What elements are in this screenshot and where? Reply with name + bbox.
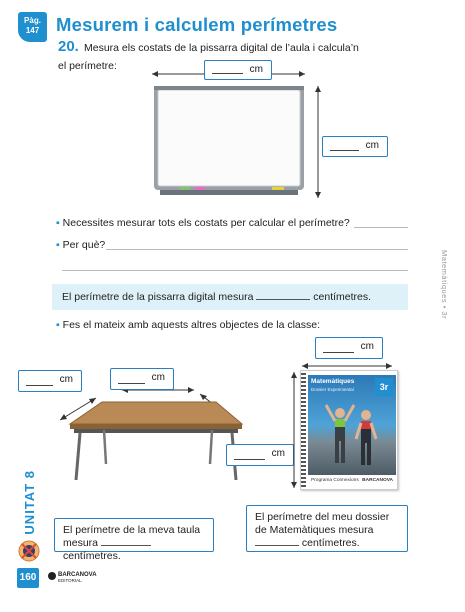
publisher-subname: EDITORIAL xyxy=(58,578,82,583)
dossier-cover-subtitle: Dossier Experimental xyxy=(311,387,354,392)
table-leg xyxy=(210,430,212,464)
exercise-number: 20. xyxy=(58,38,79,55)
dossier-footer-text: Programa Connexions xyxy=(311,478,359,483)
publisher-name: BARCANOVA xyxy=(58,572,97,578)
dossier-book xyxy=(300,370,398,490)
unit-label: cm xyxy=(151,372,165,383)
dossier-result-line1: El perímetre del meu dossier xyxy=(255,511,390,523)
table-leg xyxy=(104,430,106,464)
unit-label-vertical: UNITAT 8 xyxy=(22,470,37,535)
dossier-cover-title: Matemàtiques xyxy=(311,378,355,385)
dossier-cover-footer xyxy=(308,475,396,487)
page-title: Mesurem i calculem perímetres xyxy=(56,14,338,35)
unit-label: cm xyxy=(365,140,379,151)
marker-green xyxy=(180,187,190,190)
whiteboard-height-box[interactable] xyxy=(322,136,388,157)
table-width-box[interactable] xyxy=(110,368,174,390)
unit-label: cm xyxy=(249,64,263,75)
dossier-result-blank[interactable] xyxy=(255,545,299,546)
dossier-publisher: BARCANOVA xyxy=(362,478,393,483)
whiteboard-result-text: El perímetre de la pissarra digital mesura centímetres. xyxy=(62,291,372,303)
spiral-binding xyxy=(301,373,306,489)
side-subject-label: Matemàtiques • 3r xyxy=(440,250,449,320)
dossier-grade-badge: 3r xyxy=(375,378,393,396)
whiteboard-surface xyxy=(158,90,300,186)
marker-pink xyxy=(195,187,205,190)
page-reference-number: 147 xyxy=(25,26,40,35)
dossier-result-line2: de Matemàtiques mesura xyxy=(255,524,374,536)
unit-label: cm xyxy=(360,341,374,352)
bullet-icon: ▪ xyxy=(56,319,60,331)
whiteboard-illustration xyxy=(140,66,330,206)
question-1-text: Necessites mesurar tots els costats per calcular el perímetre? xyxy=(62,217,350,229)
question-1 xyxy=(56,217,350,230)
marker-yellow xyxy=(272,187,284,190)
divers-image xyxy=(320,399,386,471)
dossier-cover xyxy=(308,375,396,487)
exercise-text-line1: Mesura els costats de la pissarra digital de l’aula i calcula’n xyxy=(84,42,359,54)
unit-label: cm xyxy=(271,448,285,459)
table-result-line1: El perímetre de la meva taula xyxy=(63,524,201,536)
dossier-width-box[interactable] xyxy=(315,337,383,359)
exercise-text-line2: el perímetre: xyxy=(58,60,117,72)
table-result-line2: mesura centímetres. xyxy=(63,537,205,563)
table-top xyxy=(70,402,242,424)
question-2 xyxy=(56,239,105,252)
answer-line-1[interactable] xyxy=(354,227,408,228)
table-side-box[interactable] xyxy=(226,444,294,466)
instruction-text: Fes el mateix amb aquests altres objectes de la classe: xyxy=(62,319,321,331)
page-reference-tab xyxy=(18,12,47,42)
whiteboard-tray xyxy=(160,190,298,195)
dossier-result-box xyxy=(246,505,408,552)
table-result-blank[interactable] xyxy=(101,545,151,546)
dossier-result-line3: centímetres. xyxy=(255,537,399,550)
publisher-logo-icon xyxy=(48,572,56,580)
table-result-box xyxy=(54,518,214,562)
bullet-icon: ▪ xyxy=(56,217,60,229)
table-depth-box[interactable] xyxy=(18,370,82,392)
question-2-text: Per què? xyxy=(62,239,106,251)
instruction xyxy=(56,319,320,332)
unit-emblem-icon xyxy=(18,540,40,562)
bullet-icon: ▪ xyxy=(56,239,60,251)
answer-line-2[interactable] xyxy=(106,249,408,250)
table-illustration xyxy=(40,376,290,496)
whiteboard-width-box[interactable] xyxy=(204,60,272,80)
whiteboard-result-blank[interactable] xyxy=(256,299,310,300)
table-leg xyxy=(76,433,80,480)
page-number: 160 xyxy=(17,568,39,588)
page-reference-label: Pàg. xyxy=(24,16,41,25)
answer-line-3[interactable] xyxy=(62,270,408,271)
unit-label: cm xyxy=(59,374,73,385)
publisher-logo xyxy=(48,572,97,584)
